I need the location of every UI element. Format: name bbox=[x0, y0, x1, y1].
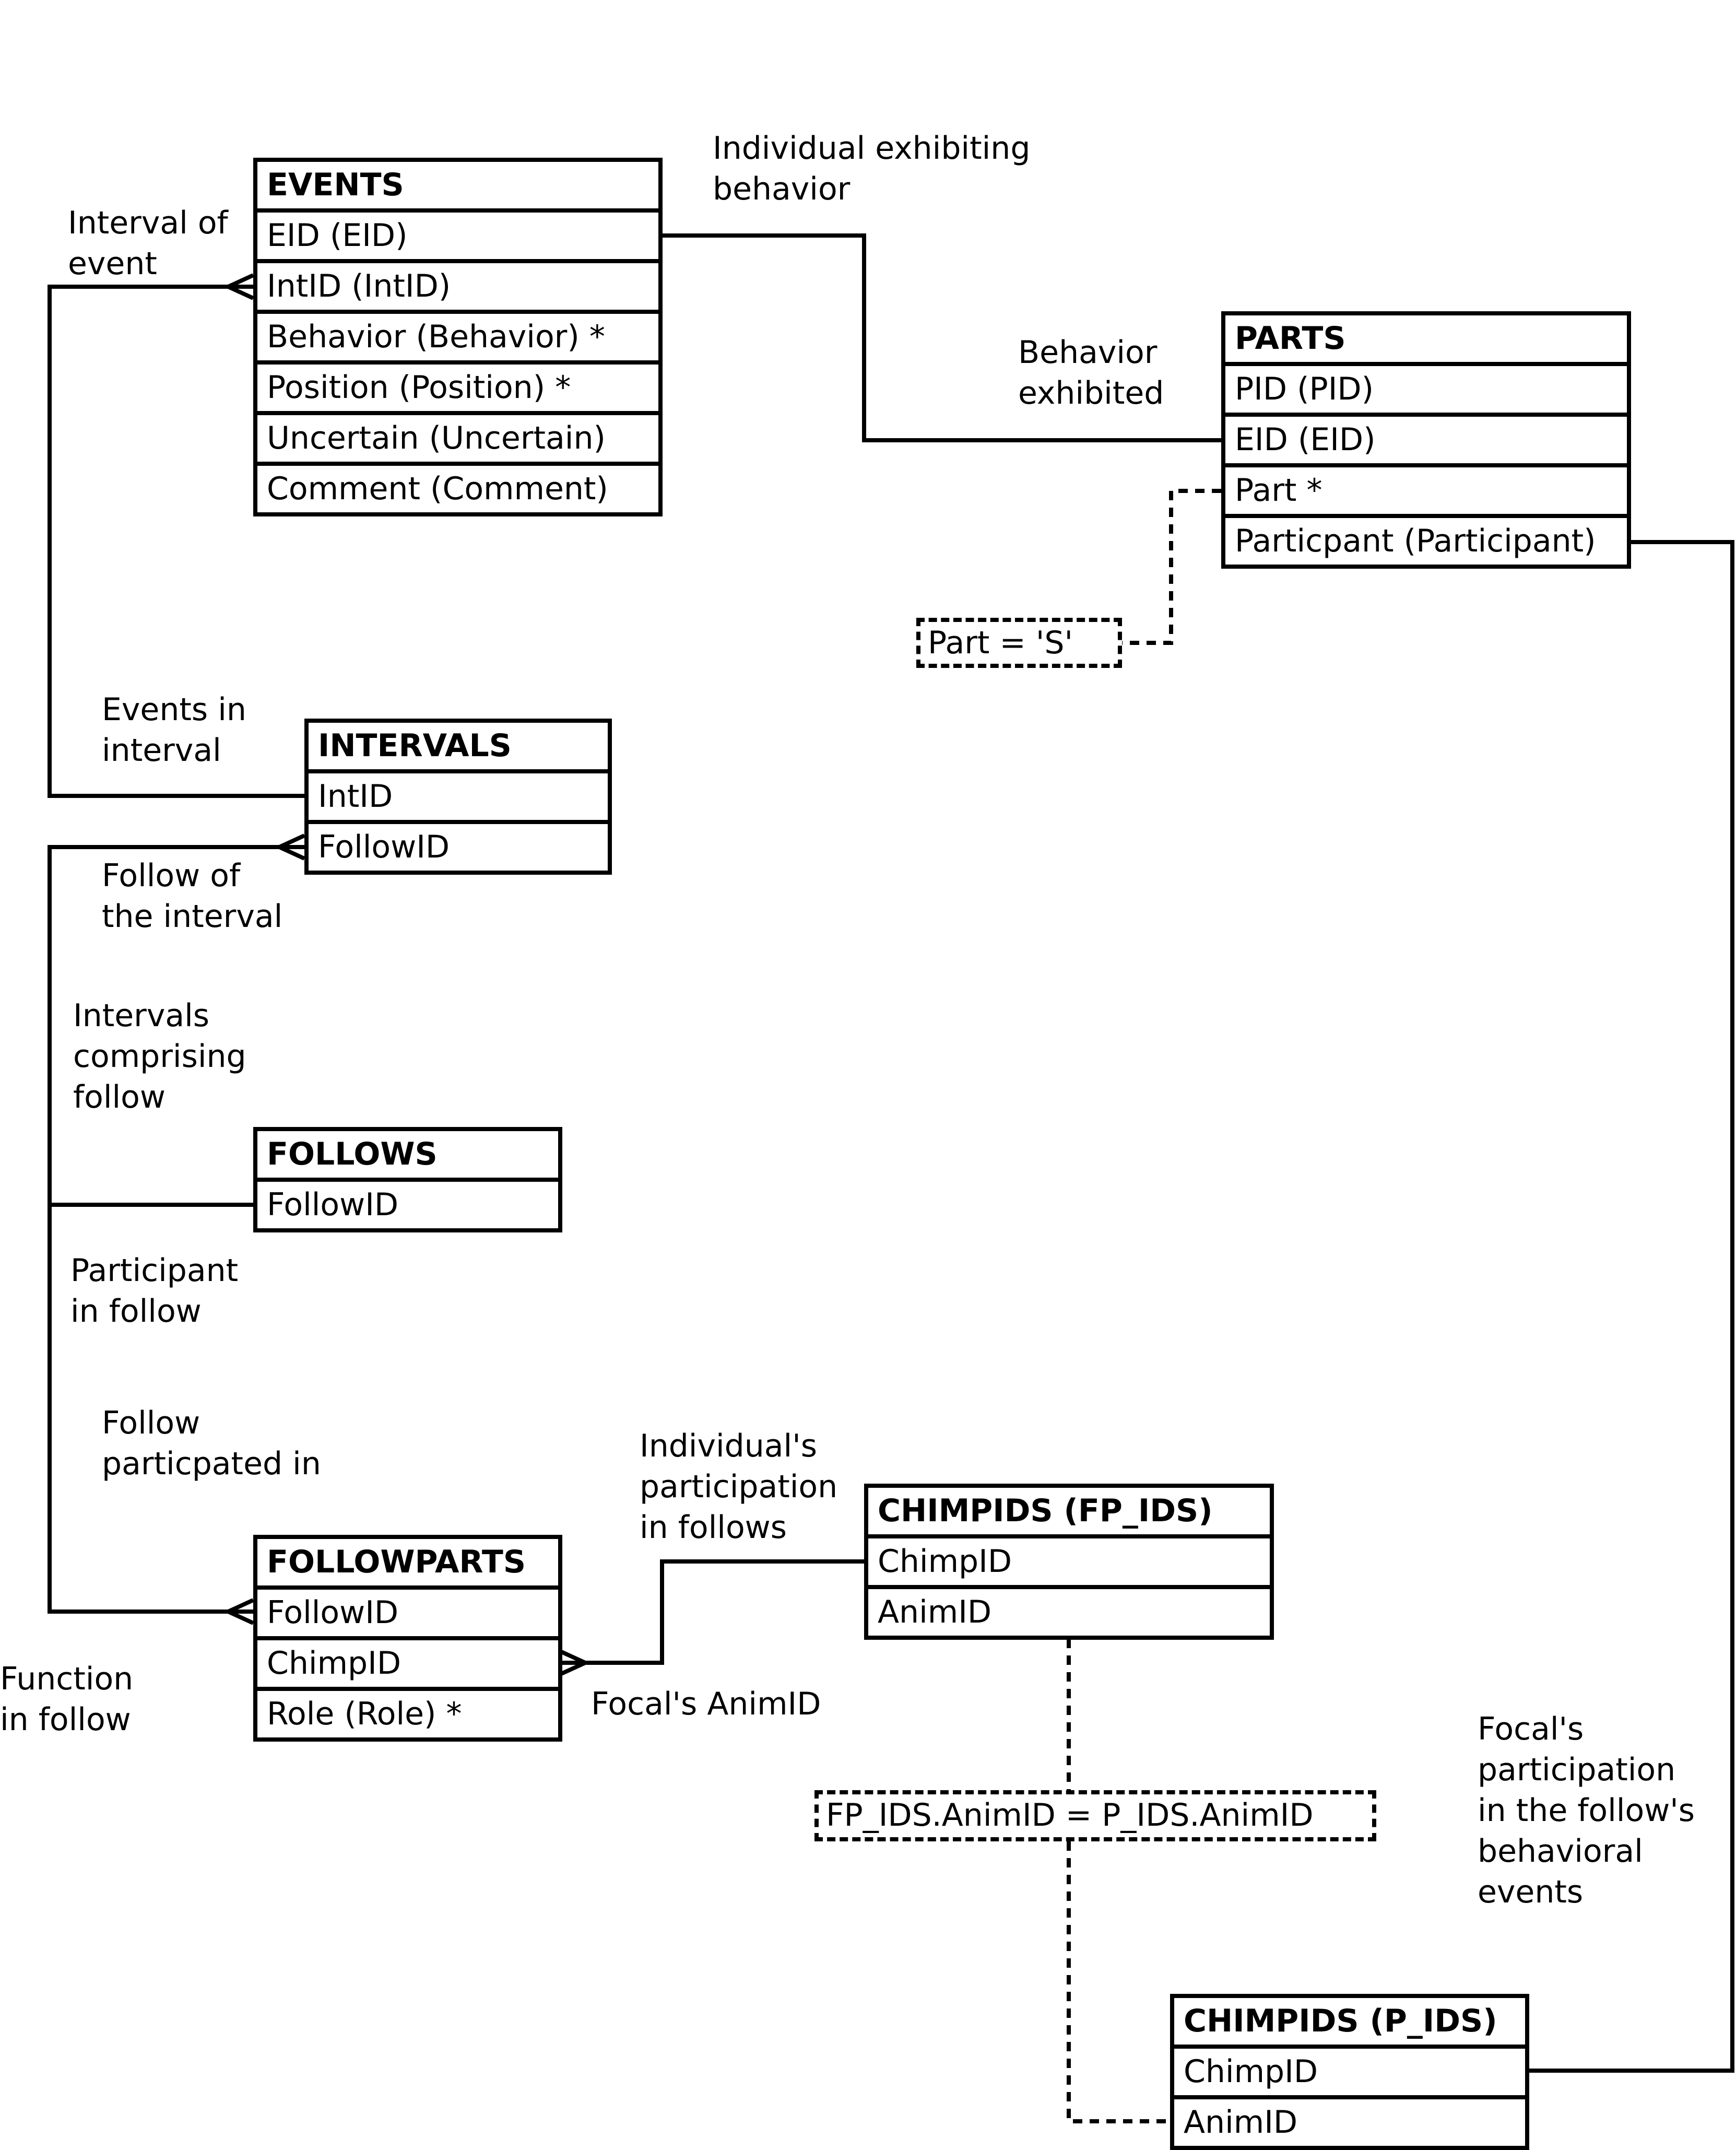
chimpids-p-table[interactable] bbox=[1170, 1994, 1529, 2150]
table-title: FOLLOWS bbox=[267, 1136, 438, 1172]
field-row: PID (PID) bbox=[1225, 362, 1627, 413]
label-individual-exhibiting: Individual exhibiting behavior bbox=[713, 130, 1031, 207]
table-title: EVENTS bbox=[267, 167, 404, 203]
field-row: AnimID bbox=[868, 1585, 1270, 1636]
field-row: EID (EID) bbox=[257, 208, 658, 259]
field-row: EID (EID) bbox=[1225, 413, 1627, 463]
table-title: INTERVALS bbox=[318, 727, 512, 764]
field-row: ChimpID bbox=[257, 1636, 558, 1687]
label-interval-of-event: Interval of event bbox=[68, 205, 228, 282]
followparts-table[interactable] bbox=[253, 1535, 562, 1742]
field-row: Role (Role) * bbox=[257, 1687, 558, 1737]
label-follow-of-interval: Follow of the interval bbox=[102, 857, 283, 935]
field-row: Position (Position) * bbox=[257, 360, 658, 411]
label-behavior-exhibited: Behavior exhibited bbox=[1018, 334, 1164, 412]
p-animid-link bbox=[1069, 1841, 1171, 2121]
table-title: FOLLOWPARTS bbox=[267, 1544, 526, 1580]
label-function-in-follow: Function in follow bbox=[0, 1661, 134, 1738]
table-title: PARTS bbox=[1235, 320, 1346, 357]
follows-table[interactable] bbox=[253, 1127, 562, 1232]
field-row: ChimpID bbox=[868, 1534, 1270, 1585]
chimpids-fp-table[interactable] bbox=[864, 1484, 1274, 1640]
label-focals-participation: Focal's participation in the follow's behavioral events bbox=[1478, 1711, 1695, 1910]
table-title: CHIMPIDS (FP_IDS) bbox=[878, 1493, 1213, 1529]
label-follow-participated: Follow particpated in bbox=[102, 1405, 321, 1482]
parts-table[interactable] bbox=[1221, 311, 1631, 569]
label-participant-in-follow: Participant in follow bbox=[70, 1252, 239, 1330]
field-row: IntID bbox=[309, 769, 608, 820]
field-row: IntID (IntID) bbox=[257, 259, 658, 310]
intervals-table[interactable] bbox=[304, 719, 612, 875]
field-row: Part * bbox=[1225, 463, 1627, 514]
field-row: FollowID bbox=[309, 820, 608, 871]
field-row: Particpant (Participant) bbox=[1225, 514, 1627, 565]
label-intervals-comprising: Intervals comprising follow bbox=[73, 997, 246, 1115]
field-row: FollowID bbox=[257, 1585, 558, 1636]
label-focals-animid: Focal's AnimID bbox=[591, 1686, 821, 1722]
animid-join-condition-box: FP_IDS.AnimID = P_IDS.AnimID bbox=[814, 1790, 1376, 1841]
field-row: Uncertain (Uncertain) bbox=[257, 411, 658, 462]
events-table[interactable] bbox=[253, 158, 663, 516]
field-row: AnimID bbox=[1174, 2095, 1525, 2146]
table-title: CHIMPIDS (P_IDS) bbox=[1184, 2003, 1497, 2039]
label-events-in-interval: Events in interval bbox=[102, 691, 246, 769]
field-row: ChimpID bbox=[1174, 2045, 1525, 2095]
field-row: Comment (Comment) bbox=[257, 462, 658, 512]
part-condition-link bbox=[1120, 491, 1221, 643]
field-row: Behavior (Behavior) * bbox=[257, 310, 658, 360]
field-row: FollowID bbox=[257, 1178, 558, 1228]
followparts-chimpids-link bbox=[560, 1561, 866, 1663]
part-condition-box: Part = 'S' bbox=[916, 618, 1122, 668]
label-individuals-participation: Individual's participation in follows bbox=[640, 1428, 838, 1546]
